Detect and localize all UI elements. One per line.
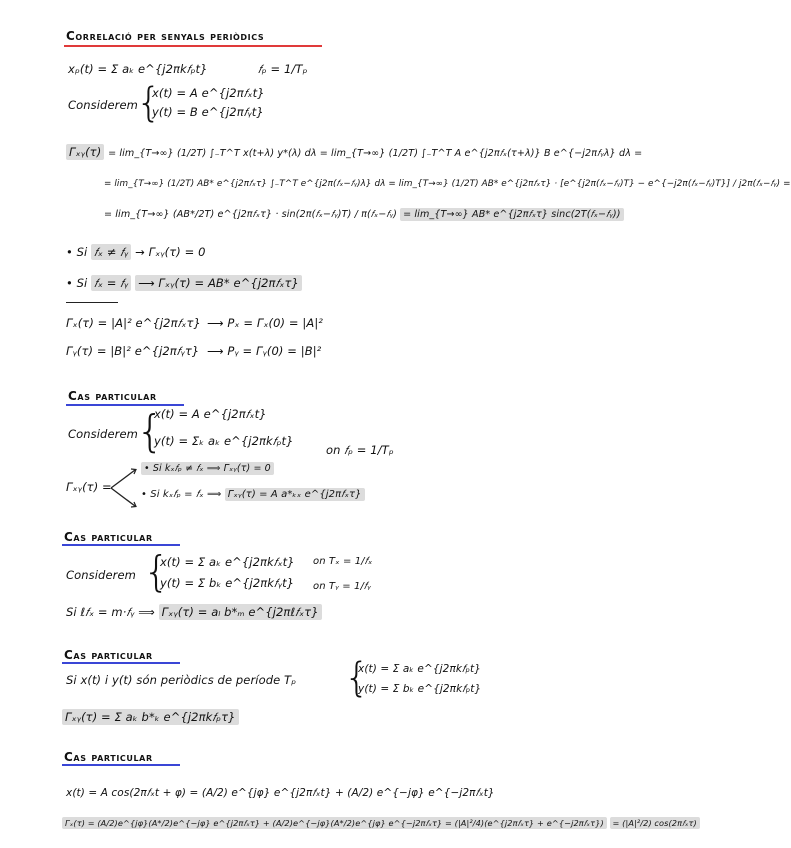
section-underline-1 xyxy=(66,404,184,406)
crosscorr-eq-3-result: = lim_{T→∞} AB* e^{j2π𝑓ₓτ} sinc(2T(𝑓ₓ−𝑓ᵧ)) xyxy=(400,208,623,221)
periodic-crosscorr-result xyxy=(62,710,239,724)
signal-y-def: y(t) = B e^{j2π𝑓ᵧt} xyxy=(152,105,264,119)
branch-case-2-cond: • Si kₓ𝑓ₚ = 𝑓ₓ ⟹ xyxy=(141,489,222,500)
cosine-autocorr-lhs: Γₓ(τ) = (A/2)e^{jφ}(A*/2)e^{−jφ} e^{j2π𝑓ₓτ} + (A/2)e^{−jφ}(A*/2)e^{jφ} e^{−j2π𝑓ₓτ} = (|A|²/4)(e^{j2π𝑓ₓτ} + e^{−j2π𝑓ₓτ}) xyxy=(62,817,607,829)
power-x-eq: ⟶ Pₓ = Γₓ(0) = |A|² xyxy=(207,316,324,330)
harmonic-condition-result: Γₓᵧ(τ) = aₗ b*ₘ e^{j2πℓ𝑓ₓτ} xyxy=(159,604,322,620)
branch-case-2 xyxy=(141,488,365,502)
signal-y-def-2: y(t) = Σ bₖ e^{j2πk𝑓ᵧt} xyxy=(160,576,295,590)
periodic-crosscorr-text: Γₓᵧ(τ) = Σ aₖ b*ₖ e^{j2πk𝑓ₚτ} xyxy=(62,709,239,725)
section-underline-2 xyxy=(62,544,180,546)
case-bullet-1: • Si xyxy=(66,245,88,259)
case-2-result: ⟶ Γₓᵧ(τ) = AB* e^{j2π𝑓ₓτ} xyxy=(135,275,302,291)
signal-x-def-1: x(t) = A e^{j2π𝑓ₓt} xyxy=(154,407,267,421)
section-underline-4 xyxy=(62,764,180,766)
cosine-signal-eq: x(t) = A cos(2π𝑓ₓt + φ) = (A/2) e^{jφ} e^{j2π𝑓ₓt} + (A/2) e^{−jφ} e^{−j2π𝑓ₓt} xyxy=(66,787,495,799)
cosine-autocorr-result: = (|A|²/2) cos(2π𝑓ₓτ) xyxy=(610,817,700,829)
branch-case-2-result: Γₓᵧ(τ) = A a*ₖₓ e^{j2π𝑓ₓτ} xyxy=(225,488,365,501)
branch-case-1-text: • Si kₓ𝑓ₚ ≠ 𝑓ₓ ⟹ Γₓᵧ(τ) = 0 xyxy=(141,462,274,475)
section-title-case-2: Cas particular xyxy=(64,530,153,544)
autocorr-x-eq: Γₓ(τ) = |A|² e^{j2π𝑓ₓτ} xyxy=(66,316,201,330)
case-equal-freq xyxy=(66,276,302,290)
crosscorr-eq-1-rhs: = lim_{T→∞} (1/2T) ∫₋T^T x(t+λ) y*(λ) dλ = lim_{T→∞} (1/2T) ∫₋T^T A e^{j2π𝑓ₓ(τ+λ)} B e^{−j2π𝑓ᵧλ} dλ = xyxy=(108,148,643,159)
system-brace: { xyxy=(136,80,162,126)
section-title-case-3: Cas particular xyxy=(64,648,153,662)
case-1-condition: 𝑓ₓ ≠ 𝑓ᵧ xyxy=(91,244,131,260)
case-1-result: → Γₓᵧ(τ) = 0 xyxy=(135,245,206,259)
fundamental-frequency-eq: 𝑓ₚ = 1/Tₚ xyxy=(258,62,308,76)
crosscorr-eq-1 xyxy=(66,145,642,161)
crosscorr-eq-3-left: = lim_{T→∞} (AB*/2T) e^{j2π𝑓ₓτ} · sin(2π(𝑓ₓ−𝑓ᵧ)T) / π(𝑓ₓ−𝑓ᵧ) xyxy=(104,209,397,220)
branch-case-1 xyxy=(141,462,274,476)
system-brace-2: { xyxy=(143,547,170,596)
separator-line xyxy=(66,302,118,303)
crosscorr-lhs-1: Γₓᵧ(τ) = xyxy=(66,480,112,494)
cosine-autocorr-eq xyxy=(62,816,700,830)
signal-y-def-1: y(t) = Σₖ aₖ e^{j2πk𝑓ₚt} xyxy=(154,434,294,448)
autocorr-y-eq: Γᵧ(τ) = |B|² e^{j2π𝑓ᵧτ} xyxy=(66,344,200,358)
consider-label-2: Considerem xyxy=(66,568,136,582)
power-y-eq: ⟶ Pᵧ = Γᵧ(0) = |B|² xyxy=(207,344,322,358)
signal-x-def: x(t) = A e^{j2π𝑓ₓt} xyxy=(152,86,265,100)
case-bullet-2: • Si xyxy=(66,276,88,290)
case-different-freq xyxy=(66,245,206,259)
harmonic-condition-text: Si ℓ𝑓ₓ = m·𝑓ᵧ ⟹ xyxy=(66,605,155,619)
case-2-condition: 𝑓ₓ = 𝑓ᵧ xyxy=(91,275,131,291)
consider-label: Considerem xyxy=(68,98,138,112)
crosscorr-eq-3 xyxy=(104,208,624,222)
period-x-note: on Tₓ = 1/𝑓ₓ xyxy=(313,556,373,567)
periodic-statement: Si x(t) i y(t) són periòdics de període Tₚ xyxy=(66,673,297,687)
signal-y-def-3: y(t) = Σ bₖ e^{j2πk𝑓ₚt} xyxy=(358,683,482,695)
signal-x-def-3: x(t) = Σ aₖ e^{j2πk𝑓ₚt} xyxy=(358,663,482,675)
system-brace-3: { xyxy=(344,655,370,701)
signal-x-def-2: x(t) = Σ aₖ e^{j2πk𝑓ₓt} xyxy=(160,555,295,569)
section-title-case-1: Cas particular xyxy=(68,389,157,403)
fundamental-note-1: on 𝑓ₚ = 1/Tₚ xyxy=(326,443,394,457)
page-title: Correlació per senyals periòdics xyxy=(66,29,265,43)
system-brace-1: { xyxy=(136,406,164,457)
consider-label-1: Considerem xyxy=(68,427,138,441)
fourier-series-eq: xₚ(t) = Σ aₖ e^{j2πk𝑓ₚt} xyxy=(68,62,208,76)
crosscorr-eq-2: = lim_{T→∞} (1/2T) AB* e^{j2π𝑓ₓτ} ∫₋T^T e^{j2π(𝑓ₓ−𝑓ᵧ)λ} dλ = lim_{T→∞} (1/2T) AB* e^{j2π𝑓ₓτ} · [e^{j2π(𝑓ₓ−𝑓ᵧ)T} − e^{−j2π(𝑓ₓ−𝑓ᵧ)T}] / j2π(𝑓ₓ−𝑓ᵧ) = xyxy=(104,179,791,189)
section-underline-3 xyxy=(62,662,180,664)
crosscorr-symbol: Γₓᵧ(τ) xyxy=(66,144,104,160)
period-y-note: on Tᵧ = 1/𝑓ᵧ xyxy=(313,581,371,592)
section-title-case-4: Cas particular xyxy=(64,750,153,764)
title-underline xyxy=(64,45,322,47)
harmonic-condition xyxy=(66,605,322,619)
